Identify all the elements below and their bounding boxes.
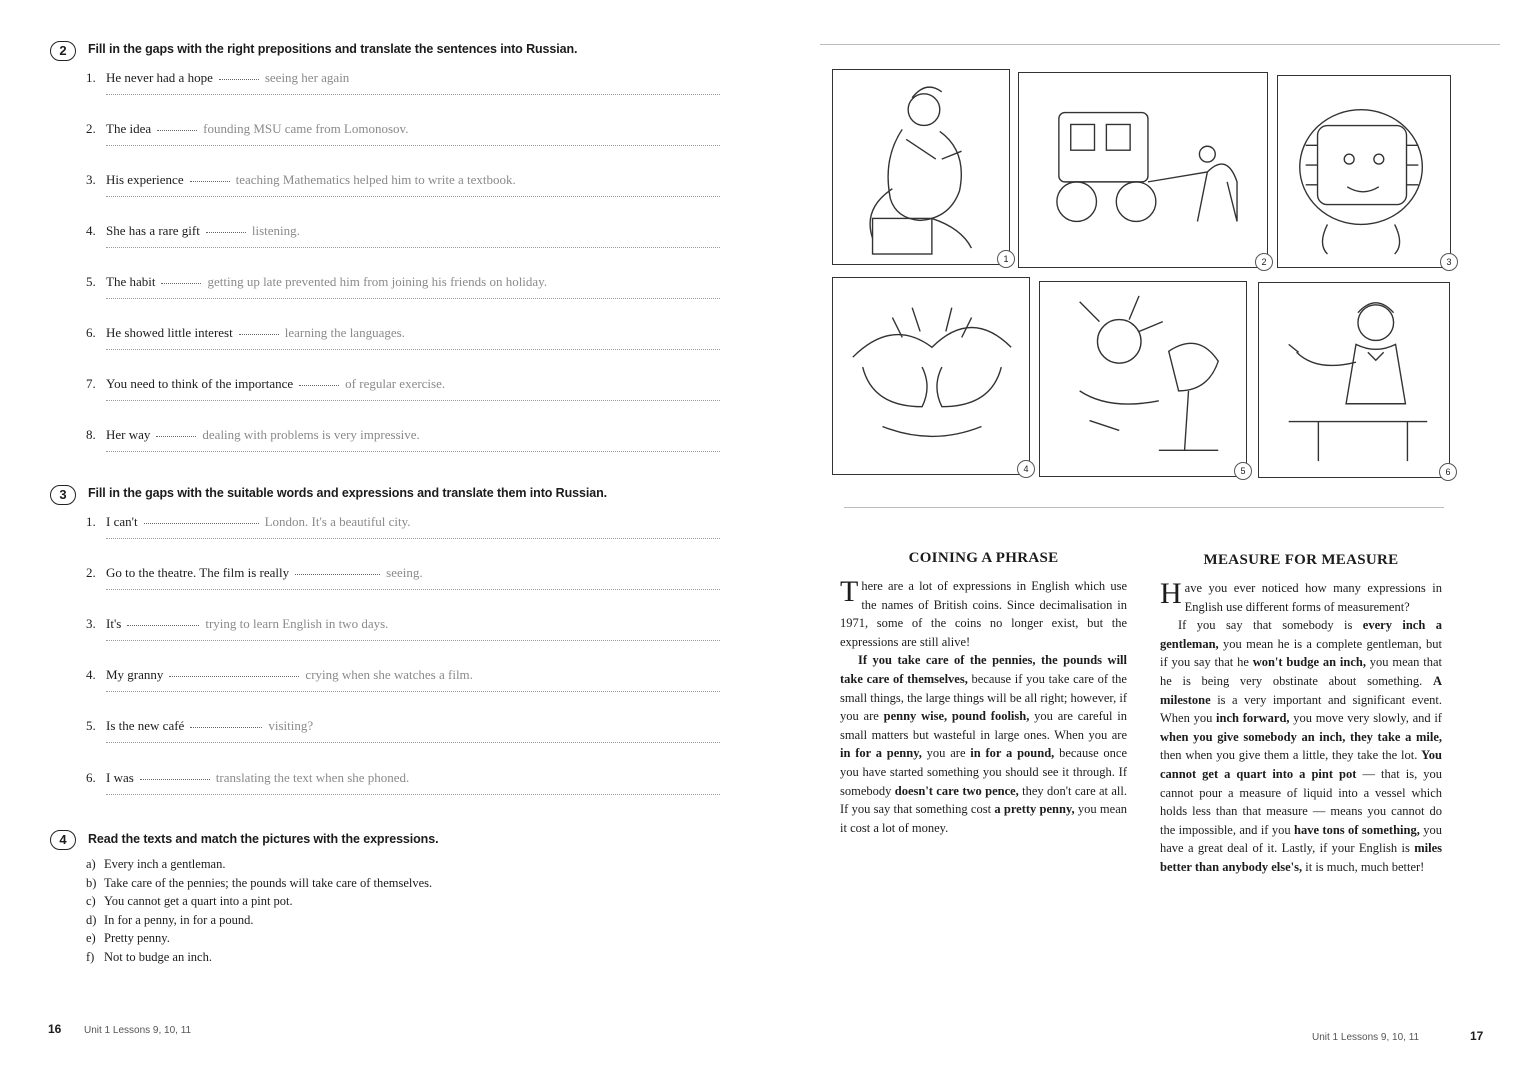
page-number-right: 17 [1470,1029,1484,1043]
exercise-2-item [86,121,726,172]
exercise-3-item [86,718,726,769]
carriage-illustration [1019,73,1267,267]
item-text-before: Go to the theatre. The film is really [106,565,290,580]
answer-gap[interactable] [156,436,196,437]
picture-6 [1258,282,1450,478]
item-number: 5. [86,274,96,289]
item-letter: e) [86,931,96,945]
expression-bold: A milestone [1160,673,1442,707]
paragraph-text: then when you give them a little, they take the lot. [1160,748,1422,763]
top-rule [820,44,1500,45]
man-on-box-illustration [833,70,1009,264]
running-head-right: Unit 1 Lessons 9, 10, 11 [1312,1032,1420,1043]
translation-line[interactable] [106,640,720,641]
paragraph-text: they don't care at all. If you say that something cost [840,783,1128,817]
list-item [86,894,432,913]
expression-bold: If you take care of the pennies, the pounds will take care of themselves, [840,653,1127,686]
list-item [86,950,432,969]
expression-bold: in for a penny, [840,746,922,761]
item-number: 8. [86,427,96,442]
article-measure-for-measure [1160,552,1442,877]
answer-gap[interactable] [140,779,210,780]
exercise-3-item [86,616,726,667]
answer-gap[interactable] [206,232,246,233]
translation-line[interactable] [106,589,720,590]
answer-gap[interactable] [127,625,199,626]
expressions-list [86,857,432,968]
paragraph-text: it is much, much better! [1302,859,1425,874]
expression-bold: when you give somebody an inch, they take a mile, [1160,729,1442,744]
item-text-before: He never had a hope [106,70,213,85]
item-number: 3. [86,616,96,631]
item-letter: c) [86,894,96,908]
paragraph-text: here are a lot of expressions in English which use the names of British coins. Since decimalisation in 1971, some of the coins no longer exist, but the expressions are still alive! [840,579,1127,649]
item-text-before: I can't [106,514,138,529]
paragraph-text: you move very slowly, and if [1289,711,1442,726]
item-text-before: Is the new café [106,718,185,733]
exercise-4-number: 4 [50,830,76,850]
article-paragraph [1160,579,1442,616]
paragraph-text: — that is, you cannot pour a measure of liquid into a vessel which holds less than that measure — means you cannot do the impossible, and if you [1160,766,1442,837]
item-text: Every inch a gentleman. [104,857,226,871]
item-text-before: You need to think of the importance [106,376,294,391]
paragraph-text: is a very important and significant event. When you [1160,692,1442,726]
item-number: 2. [86,121,96,136]
item-text: In for a penny, in for a pound. [104,912,254,927]
item-text-after: getting up late prevented him from joining his friends on holiday. [207,274,548,289]
answer-gap[interactable] [190,181,230,182]
exercise-2-item [86,427,726,478]
article-coining-a-phrase [840,550,1127,837]
paragraph-text: you mean it cost a lot of money. [840,802,1127,835]
picture-label: 1 [997,250,1015,268]
answer-gap[interactable] [190,727,262,728]
paragraph-text: because if you take care of the small things, the large things will be all right; however, if you are [840,671,1127,724]
exercise-2-item [86,223,726,274]
picture-2 [1018,72,1268,268]
exercise-3-item [86,514,726,565]
item-text-before: She has a rare gift [106,223,200,238]
article-paragraph [840,651,1127,837]
translation-line[interactable] [106,196,720,197]
item-text-after: learning the languages. [284,325,405,340]
article-heading: MEASURE FOR MEASURE [1203,552,1399,568]
picture-label: 2 [1255,253,1273,271]
picture-5 [1039,281,1247,477]
item-text: Take care of the pennies; the pounds will take care of themselves. [104,875,433,890]
answer-gap[interactable] [219,79,259,80]
gentleman-illustration [1259,283,1449,477]
exercise-2-number: 2 [50,41,76,61]
translation-line[interactable] [106,349,720,350]
translation-line[interactable] [106,742,720,743]
item-text-before: I was [106,770,134,785]
translation-line[interactable] [106,145,720,146]
picture-label: 3 [1440,253,1458,271]
item-text-middle: translating the text when she phoned. [215,770,410,785]
item-text-after: listening. [251,223,300,238]
item-text: Not to budge an inch. [104,949,212,964]
exercise-3-number: 3 [50,485,76,505]
section-rule [844,507,1444,508]
item-text: Pretty penny. [104,931,170,945]
picture-4 [832,277,1030,475]
item-text-middle: crying when she watches a film. [305,667,473,682]
ruler-face-illustration [1278,76,1450,267]
expression-bold: every inch a gentleman, [1160,618,1442,651]
picture-label: 6 [1439,463,1457,481]
item-text-before: My granny [106,667,164,682]
translation-line[interactable] [106,298,720,299]
exercise-2-item [86,325,726,376]
item-text-middle: visiting? [268,718,314,733]
paragraph-text: you are careful in small matters but wasteful in large ones. When you are [840,709,1127,742]
item-text-before: The idea [106,121,152,136]
exercise-3-title: Fill in the gaps with the suitable words and expressions and translate them into Russian. [88,486,607,500]
exercise-2-title: Fill in the gaps with the right prepositions and translate the sentences into Russian. [88,42,578,56]
exercise-2-item [86,172,726,223]
expression-bold: a pretty penny, [994,802,1075,817]
item-number: 5. [86,718,96,733]
drop-cap: T [840,575,859,608]
item-text-after: seeing her again [264,70,350,85]
item-text-after: of regular exercise. [345,376,446,391]
expression-bold: won't budge an inch, [1252,655,1366,670]
article-paragraph [1160,616,1442,876]
item-text-before: His experience [106,172,184,187]
item-text-before: It's [106,616,122,631]
item-number: 1. [86,514,96,529]
list-item [86,876,432,895]
item-letter: f) [86,949,95,964]
item-number: 6. [86,325,96,340]
answer-gap[interactable] [144,523,259,524]
answer-gap[interactable] [239,334,279,335]
picture-3 [1277,75,1451,268]
item-number: 6. [86,770,96,785]
pouring-jug-illustration [1040,282,1246,476]
exercise-4-title: Read the texts and match the pictures with the expressions. [88,832,439,846]
translation-line[interactable] [106,538,720,539]
expression-bold: penny wise, pound foolish, [883,709,1030,724]
list-item [86,857,432,876]
item-number: 2. [86,565,96,580]
translation-line[interactable] [106,247,720,248]
exercise-2-item [86,274,726,325]
article-paragraph [840,577,1127,651]
answer-gap[interactable] [295,574,380,575]
answer-gap[interactable] [169,676,299,677]
item-text-middle: London. It's a beautiful city. [264,514,411,529]
exercise-2-item [86,70,726,121]
paragraph-text: you mean he is a complete gentleman, but if you say that he [1160,636,1442,670]
item-text-before: He showed little interest [106,325,233,340]
drop-cap: H [1160,577,1182,610]
list-item [86,913,432,932]
item-letter: a) [86,857,96,871]
item-text-after: teaching Mathematics helped him to write a textbook. [235,172,516,187]
answer-gap[interactable] [157,130,197,131]
paragraph-text: because once you have started something you should see it through. If somebody [840,746,1128,798]
expression-bold: doesn't care two pence, [894,783,1019,798]
paragraph-text: you have a great deal of it. Lastly, if your English is [1160,822,1443,856]
right-page [760,0,1532,1080]
exercise-3-item [86,770,726,821]
translation-line[interactable] [106,794,720,795]
exercise-3-item [86,667,726,718]
item-text-middle: trying to learn English in two days. [205,616,389,631]
article-heading: COINING A PHRASE [908,550,1059,566]
expression-bold: in for a pound, [970,746,1055,761]
exercise-3-item [86,565,726,616]
item-letter: d) [86,912,97,927]
list-item [86,931,432,950]
expression-bold: miles better than anybody else's, [1160,841,1442,874]
translation-line[interactable] [106,400,720,401]
expression-bold: You cannot get a quart into a pint pot [1160,748,1442,781]
item-letter: b) [86,875,97,890]
picture-1 [832,69,1010,265]
item-text-after: dealing with problems is very impressive. [202,427,420,442]
paragraph-text: you mean that he is being very obstinate about something. [1160,655,1442,688]
running-head-left: Unit 1 Lessons 9, 10, 11 [84,1025,192,1036]
item-number: 7. [86,376,96,391]
left-page [0,0,760,1080]
exercise-2-item [86,376,726,427]
item-number: 1. [86,70,96,85]
picture-label: 5 [1234,462,1252,480]
item-text-after: founding MSU came from Lomonosov. [203,121,409,136]
expression-bold: inch forward, [1216,711,1290,726]
item-text-before: The habit [106,274,156,289]
page-number-left: 16 [48,1022,62,1036]
item-text: You cannot get a quart into a pint pot. [104,894,293,908]
item-text-before: Her way [106,427,151,442]
translation-line[interactable] [106,691,720,692]
item-number: 4. [86,223,96,238]
item-number: 4. [86,667,96,682]
expression-bold: have tons of something, [1294,822,1420,837]
paragraph-text: you are [921,746,971,761]
paragraph-text: If you say that somebody is [1178,618,1363,633]
item-number: 3. [86,172,96,187]
answer-gap[interactable] [161,283,201,284]
answer-gap[interactable] [299,385,339,386]
translation-line[interactable] [106,94,720,95]
picture-label: 4 [1017,460,1035,478]
two-faces-illustration [833,278,1029,474]
translation-line[interactable] [106,451,720,452]
item-text-middle: seeing. [386,565,423,580]
paragraph-text: ave you ever noticed how many expressions in English use different forms of measurement? [1184,581,1442,614]
